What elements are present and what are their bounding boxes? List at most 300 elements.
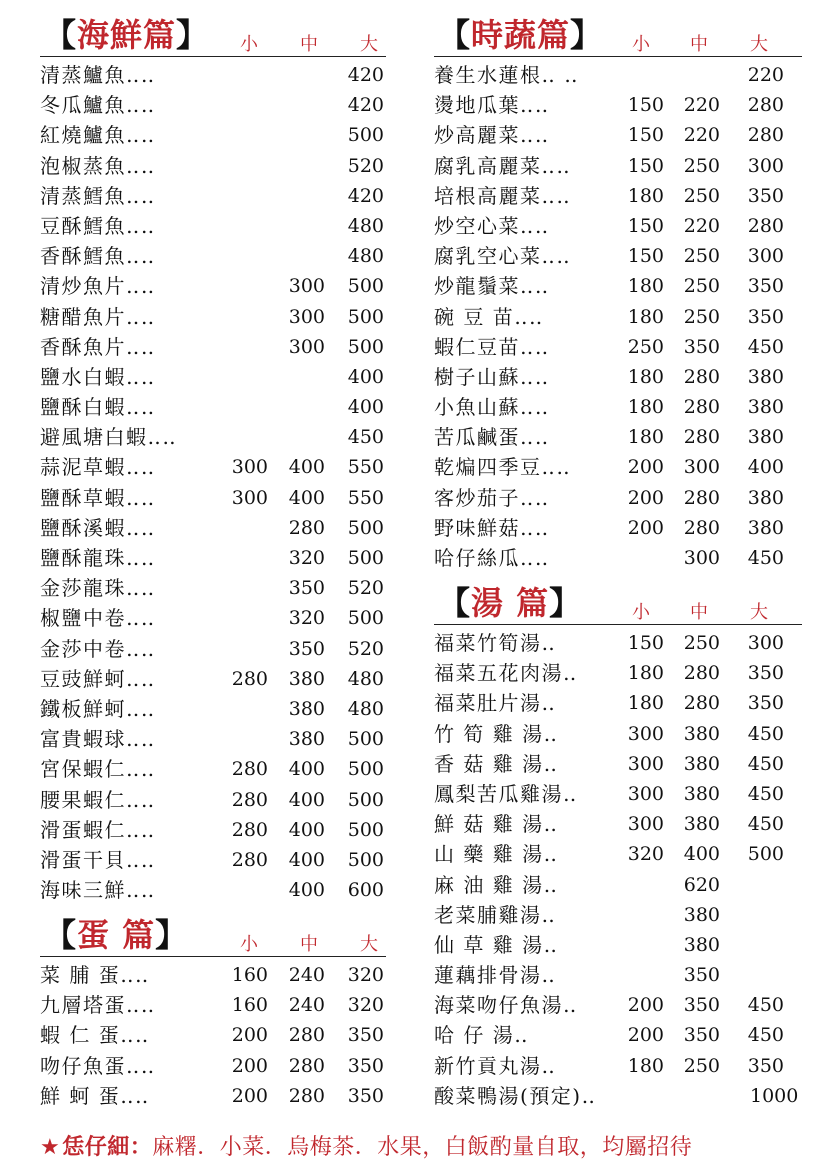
price-large: 500 bbox=[347, 848, 384, 871]
price-medium: 280 bbox=[683, 365, 720, 388]
dish-name: 哈 仔 湯‥ bbox=[434, 1023, 530, 1048]
dish-name: 鹽酥白蝦‥‥ bbox=[40, 395, 156, 420]
veg-header-medium: 中 bbox=[690, 34, 708, 55]
price-small: 300 bbox=[627, 813, 664, 836]
menu-item bbox=[432, 241, 802, 271]
price-medium: 620 bbox=[683, 873, 720, 896]
menu-item bbox=[38, 120, 386, 150]
price-large: 350 bbox=[347, 1084, 384, 1107]
price-small: 280 bbox=[231, 667, 268, 690]
price-large: 480 bbox=[347, 667, 384, 690]
price-small: 300 bbox=[231, 486, 268, 509]
price-large: 350 bbox=[747, 1054, 784, 1077]
price-large: 350 bbox=[747, 275, 784, 298]
price-small: 150 bbox=[627, 94, 664, 117]
price-large: 450 bbox=[747, 1024, 784, 1047]
price-large: 550 bbox=[347, 486, 384, 509]
menu-item bbox=[38, 754, 386, 784]
price-medium: 220 bbox=[683, 94, 720, 117]
dish-name: 九層塔蛋‥‥ bbox=[40, 993, 156, 1018]
dish-name: 豆酥鱈魚‥‥ bbox=[40, 213, 156, 238]
price-large: 300 bbox=[747, 245, 784, 268]
price-small: 160 bbox=[231, 994, 268, 1017]
price-medium: 280 bbox=[683, 486, 720, 509]
price-medium: 400 bbox=[288, 818, 325, 841]
egg-list bbox=[38, 960, 386, 1111]
dish-name: 鳳梨苦瓜雞湯‥ bbox=[434, 781, 578, 806]
price-medium: 280 bbox=[683, 662, 720, 685]
egg-header-large: 大 bbox=[360, 934, 378, 955]
price-medium: 300 bbox=[683, 547, 720, 569]
dish-name: 清蒸鱈魚‥‥ bbox=[40, 183, 156, 208]
menu-item bbox=[38, 513, 386, 543]
price-medium: 380 bbox=[288, 667, 325, 690]
dish-name: 苦瓜鹹蛋‥‥ bbox=[434, 425, 550, 450]
seafood-header-large: 大 bbox=[360, 34, 378, 55]
footer-label: 恁仔細： bbox=[62, 1134, 153, 1160]
dish-name: 宮保蝦仁‥‥ bbox=[40, 757, 156, 782]
price-large: 350 bbox=[747, 692, 784, 715]
menu-item bbox=[38, 960, 386, 990]
dish-name: 福菜五花肉湯‥ bbox=[434, 661, 578, 686]
menu-item bbox=[38, 392, 386, 422]
price-large: 500 bbox=[347, 547, 384, 569]
price-large: 400 bbox=[747, 456, 784, 479]
price-small: 200 bbox=[231, 1084, 268, 1107]
price-small: 280 bbox=[231, 788, 268, 811]
price-medium: 380 bbox=[288, 728, 325, 751]
price-medium: 350 bbox=[683, 1024, 720, 1047]
dish-name: 培根高麗菜‥‥ bbox=[434, 183, 572, 208]
dish-name: 哈仔絲瓜‥‥ bbox=[434, 546, 550, 570]
soup-header-small: 小 bbox=[632, 602, 650, 623]
soup-list bbox=[432, 628, 802, 1111]
dish-name: 樹子山蘇‥‥ bbox=[434, 364, 550, 389]
price-small: 180 bbox=[627, 396, 664, 419]
menu-item bbox=[38, 211, 386, 241]
star-icon: ★ bbox=[40, 1135, 61, 1160]
price-small: 200 bbox=[627, 486, 664, 509]
menu-item bbox=[38, 573, 386, 603]
egg-header bbox=[38, 908, 386, 958]
menu-item bbox=[38, 90, 386, 120]
soup-header-large: 大 bbox=[750, 602, 768, 623]
dish-name: 客炒茄子‥‥ bbox=[434, 485, 550, 510]
price-large: 420 bbox=[347, 184, 384, 207]
price-large: 520 bbox=[347, 637, 384, 660]
price-small: 180 bbox=[627, 305, 664, 328]
menu-item bbox=[38, 1051, 386, 1081]
price-medium: 250 bbox=[683, 154, 720, 177]
soup-title-text: 湯 篇 bbox=[471, 584, 550, 622]
price-medium: 380 bbox=[683, 903, 720, 926]
menu-item bbox=[38, 694, 386, 724]
menu-item bbox=[432, 483, 802, 513]
price-large: 520 bbox=[347, 154, 384, 177]
dish-name: 碗 豆 苗‥‥ bbox=[434, 304, 544, 329]
price-large: 500 bbox=[347, 758, 384, 781]
price-medium: 250 bbox=[683, 632, 720, 654]
menu-item bbox=[432, 930, 802, 960]
dish-name: 海味三鮮‥‥ bbox=[40, 878, 156, 903]
price-large: 520 bbox=[347, 577, 384, 600]
menu-item bbox=[432, 960, 802, 990]
seafood-section bbox=[38, 8, 386, 905]
menu-item bbox=[432, 332, 802, 362]
dish-name: 滑蛋干貝‥‥ bbox=[40, 847, 156, 872]
price-medium: 350 bbox=[288, 577, 325, 600]
menu-item bbox=[432, 990, 802, 1020]
dish-name: 吻仔魚蛋‥‥ bbox=[40, 1053, 156, 1078]
menu-item bbox=[38, 302, 386, 332]
price-medium: 250 bbox=[683, 184, 720, 207]
price-large: 350 bbox=[347, 1054, 384, 1077]
menu-item bbox=[38, 483, 386, 513]
menu-item bbox=[432, 302, 802, 332]
dish-name: 炒空心菜‥‥ bbox=[434, 213, 550, 238]
price-small: 280 bbox=[231, 818, 268, 841]
footer-note bbox=[40, 1130, 692, 1161]
price-large: 500 bbox=[347, 275, 384, 298]
price-large: 480 bbox=[347, 214, 384, 237]
dish-name: 滑蛋蝦仁‥‥ bbox=[40, 817, 156, 842]
price-small: 180 bbox=[627, 275, 664, 298]
veg-header-large: 大 bbox=[750, 34, 768, 55]
egg-title: 【蛋 篇】 bbox=[44, 916, 189, 954]
price-large: 400 bbox=[347, 365, 384, 388]
price-medium: 220 bbox=[683, 124, 720, 147]
soup-title: 【湯 篇】 bbox=[438, 584, 583, 622]
menu-item bbox=[432, 870, 802, 900]
dish-name: 香酥鱈魚‥‥ bbox=[40, 244, 156, 269]
price-medium: 400 bbox=[288, 848, 325, 871]
menu-item bbox=[38, 724, 386, 754]
menu-item bbox=[432, 628, 802, 658]
dish-name: 酸菜鴨湯(預定)‥ bbox=[434, 1083, 597, 1108]
price-large: 420 bbox=[347, 64, 384, 86]
veg-divider bbox=[434, 56, 802, 57]
dish-name: 野味鮮菇‥‥ bbox=[434, 515, 550, 540]
dish-name: 富貴蝦球‥‥ bbox=[40, 727, 156, 752]
price-large: 500 bbox=[347, 818, 384, 841]
veg-list bbox=[432, 60, 802, 573]
price-small: 180 bbox=[627, 662, 664, 685]
price-small: 300 bbox=[231, 456, 268, 479]
egg-divider bbox=[40, 956, 386, 957]
price-large: 380 bbox=[747, 365, 784, 388]
price-medium: 280 bbox=[683, 426, 720, 449]
price-large: 350 bbox=[747, 184, 784, 207]
price-medium: 320 bbox=[288, 547, 325, 569]
price-small: 280 bbox=[231, 848, 268, 871]
menu-item bbox=[432, 151, 802, 181]
menu-item bbox=[38, 181, 386, 211]
dish-name: 冬瓜鱸魚‥‥ bbox=[40, 93, 156, 118]
price-small: 150 bbox=[627, 632, 664, 654]
price-large: 450 bbox=[747, 994, 784, 1017]
price-medium: 350 bbox=[683, 964, 720, 987]
dish-name: 蝦 仁 蛋‥‥ bbox=[40, 1023, 150, 1048]
dish-name: 仙 草 雞 湯‥ bbox=[434, 932, 559, 957]
price-large: 450 bbox=[347, 426, 384, 449]
price-medium: 380 bbox=[683, 752, 720, 775]
menu-item bbox=[38, 875, 386, 905]
price-large: 600 bbox=[347, 879, 384, 902]
price-large: 500 bbox=[347, 516, 384, 539]
price-medium: 400 bbox=[288, 758, 325, 781]
dish-name: 麻 油 雞 湯‥ bbox=[434, 872, 559, 897]
dish-name: 老菜脯雞湯‥ bbox=[434, 902, 557, 927]
price-medium: 280 bbox=[683, 396, 720, 419]
dish-name: 乾煸四季豆‥‥ bbox=[434, 455, 572, 480]
price-medium: 240 bbox=[288, 964, 325, 986]
price-large: 450 bbox=[747, 722, 784, 745]
veg-title-text: 時蔬篇 bbox=[471, 16, 571, 54]
price-medium: 300 bbox=[683, 456, 720, 479]
price-small: 180 bbox=[627, 184, 664, 207]
menu-item bbox=[38, 1081, 386, 1111]
price-medium: 350 bbox=[288, 637, 325, 660]
price-large: 500 bbox=[747, 843, 784, 866]
menu-item bbox=[432, 658, 802, 688]
dish-name: 燙地瓜葉‥‥ bbox=[434, 93, 550, 118]
dish-name: 鹽酥草蝦‥‥ bbox=[40, 485, 156, 510]
price-large: 420 bbox=[347, 94, 384, 117]
menu-item bbox=[432, 452, 802, 482]
dish-name: 蒜泥草蝦‥‥ bbox=[40, 455, 156, 480]
menu-item bbox=[432, 543, 802, 573]
dish-name: 福菜肚片湯‥ bbox=[434, 691, 557, 716]
dish-name: 金莎龍珠‥‥ bbox=[40, 576, 156, 601]
price-medium: 380 bbox=[288, 697, 325, 720]
menu-item bbox=[38, 60, 386, 90]
dish-name: 蓮藕排骨湯‥ bbox=[434, 963, 557, 988]
price-medium: 300 bbox=[288, 335, 325, 358]
dish-name: 新竹貢丸湯‥ bbox=[434, 1053, 557, 1078]
dish-name: 炒高麗菜‥‥ bbox=[434, 123, 550, 148]
price-large: 350 bbox=[747, 305, 784, 328]
price-medium: 300 bbox=[288, 275, 325, 298]
menu-item bbox=[432, 90, 802, 120]
price-large: 500 bbox=[347, 335, 384, 358]
price-small: 280 bbox=[231, 758, 268, 781]
menu-item bbox=[432, 271, 802, 301]
price-medium: 240 bbox=[288, 994, 325, 1017]
dish-name: 糖醋魚片‥‥ bbox=[40, 304, 156, 329]
price-medium: 250 bbox=[683, 305, 720, 328]
menu-item bbox=[38, 332, 386, 362]
dish-name: 鮮 蚵 蛋‥‥ bbox=[40, 1083, 150, 1108]
dish-name: 椒鹽中卷‥‥ bbox=[40, 606, 156, 631]
price-medium: 280 bbox=[683, 692, 720, 715]
price-medium: 280 bbox=[288, 1054, 325, 1077]
price-medium: 350 bbox=[683, 994, 720, 1017]
price-large: 320 bbox=[347, 964, 384, 986]
price-medium: 400 bbox=[288, 879, 325, 902]
seafood-divider bbox=[40, 56, 386, 57]
menu-item bbox=[432, 211, 802, 241]
menu-item bbox=[38, 151, 386, 181]
price-large: 400 bbox=[347, 396, 384, 419]
dish-name: 鹽水白蝦‥‥ bbox=[40, 364, 156, 389]
price-medium: 280 bbox=[288, 1024, 325, 1047]
price-medium: 400 bbox=[288, 486, 325, 509]
price-large: 480 bbox=[347, 245, 384, 268]
price-large: 500 bbox=[347, 305, 384, 328]
price-large: 450 bbox=[747, 782, 784, 805]
price-large: 280 bbox=[747, 124, 784, 147]
price-small: 200 bbox=[627, 994, 664, 1017]
egg-title-text: 蛋 篇 bbox=[77, 916, 156, 954]
price-medium: 250 bbox=[683, 275, 720, 298]
price-small: 160 bbox=[231, 964, 268, 986]
price-large: 220 bbox=[747, 64, 784, 86]
price-large: 500 bbox=[347, 788, 384, 811]
price-small: 300 bbox=[627, 752, 664, 775]
price-small: 150 bbox=[627, 124, 664, 147]
veg-header bbox=[432, 8, 802, 58]
price-small: 250 bbox=[627, 335, 664, 358]
price-large: 500 bbox=[347, 124, 384, 147]
price-large: 380 bbox=[747, 486, 784, 509]
egg-section bbox=[38, 908, 386, 1111]
dish-name: 豆豉鮮蚵‥‥ bbox=[40, 666, 156, 691]
soup-header bbox=[432, 576, 802, 626]
dish-name: 竹 筍 雞 湯‥ bbox=[434, 721, 559, 746]
dish-name: 泡椒蒸魚‥‥ bbox=[40, 153, 156, 178]
menu-item bbox=[38, 362, 386, 392]
menu-item bbox=[432, 719, 802, 749]
price-large: 450 bbox=[747, 547, 784, 569]
price-medium: 350 bbox=[683, 335, 720, 358]
footer-text: 麻糬．小菜．烏梅茶．水果，白飯酌量自取，均屬招待 bbox=[152, 1135, 693, 1160]
price-small: 200 bbox=[627, 456, 664, 479]
price-large: 280 bbox=[747, 214, 784, 237]
price-large: 500 bbox=[347, 607, 384, 630]
price-small: 300 bbox=[627, 782, 664, 805]
dish-name: 金莎中卷‥‥ bbox=[40, 636, 156, 661]
menu-item bbox=[38, 452, 386, 482]
menu-item bbox=[38, 603, 386, 633]
price-large: 350 bbox=[747, 662, 784, 685]
seafood-header-small: 小 bbox=[240, 34, 258, 55]
price-large: 1000 bbox=[750, 1084, 799, 1107]
menu-item bbox=[432, 120, 802, 150]
menu-item bbox=[432, 422, 802, 452]
menu-item bbox=[432, 1081, 802, 1111]
dish-name: 炒龍鬚菜‥‥ bbox=[434, 274, 550, 299]
egg-header-small: 小 bbox=[240, 934, 258, 955]
menu-item bbox=[432, 749, 802, 779]
dish-name: 鮮 菇 雞 湯‥ bbox=[434, 812, 559, 837]
dish-name: 小魚山蘇‥‥ bbox=[434, 395, 550, 420]
price-small: 150 bbox=[627, 245, 664, 268]
dish-name: 腰果蝦仁‥‥ bbox=[40, 787, 156, 812]
price-small: 150 bbox=[627, 214, 664, 237]
menu-item bbox=[432, 688, 802, 718]
dish-name: 福菜竹筍湯‥ bbox=[434, 631, 557, 655]
seafood-header bbox=[38, 8, 386, 58]
price-large: 350 bbox=[347, 1024, 384, 1047]
price-medium: 400 bbox=[683, 843, 720, 866]
menu-item bbox=[38, 422, 386, 452]
dish-name: 腐乳高麗菜‥‥ bbox=[434, 153, 572, 178]
price-large: 380 bbox=[747, 516, 784, 539]
price-large: 320 bbox=[347, 994, 384, 1017]
price-medium: 300 bbox=[288, 305, 325, 328]
menu-item bbox=[432, 60, 802, 90]
price-large: 450 bbox=[747, 335, 784, 358]
dish-name: 香 菇 雞 湯‥ bbox=[434, 751, 559, 776]
menu-item bbox=[38, 664, 386, 694]
menu-item bbox=[38, 990, 386, 1020]
dish-name: 避風塘白蝦‥‥ bbox=[40, 425, 178, 450]
price-small: 200 bbox=[231, 1054, 268, 1077]
dish-name: 紅燒鱸魚‥‥ bbox=[40, 123, 156, 148]
menu-item bbox=[38, 271, 386, 301]
dish-name: 海菜吻仔魚湯‥ bbox=[434, 993, 578, 1018]
menu-item bbox=[432, 392, 802, 422]
price-large: 280 bbox=[747, 94, 784, 117]
dish-name: 鐵板鮮蚵‥‥ bbox=[40, 696, 156, 721]
price-small: 150 bbox=[627, 154, 664, 177]
dish-name: 腐乳空心菜‥‥ bbox=[434, 244, 572, 269]
menu-item bbox=[432, 809, 802, 839]
dish-name: 蝦仁豆苗‥‥ bbox=[434, 334, 550, 359]
dish-name: 清蒸鱸魚‥‥ bbox=[40, 63, 156, 87]
menu-item bbox=[38, 543, 386, 573]
price-medium: 250 bbox=[683, 1054, 720, 1077]
price-large: 500 bbox=[347, 728, 384, 751]
price-medium: 280 bbox=[288, 516, 325, 539]
price-small: 320 bbox=[627, 843, 664, 866]
menu-item bbox=[38, 1020, 386, 1050]
price-small: 180 bbox=[627, 365, 664, 388]
dish-name: 香酥魚片‥‥ bbox=[40, 334, 156, 359]
price-medium: 400 bbox=[288, 788, 325, 811]
price-large: 300 bbox=[747, 632, 784, 654]
veg-header-small: 小 bbox=[632, 34, 650, 55]
price-medium: 380 bbox=[683, 813, 720, 836]
dish-name: 清炒魚片‥‥ bbox=[40, 274, 156, 299]
dish-name: 山 藥 雞 湯‥ bbox=[434, 842, 559, 867]
price-medium: 380 bbox=[683, 722, 720, 745]
price-small: 180 bbox=[627, 692, 664, 715]
price-small: 200 bbox=[627, 516, 664, 539]
price-large: 380 bbox=[747, 426, 784, 449]
veg-title: 【時蔬篇】 bbox=[438, 16, 604, 54]
price-medium: 380 bbox=[683, 782, 720, 805]
dish-name: 菜 脯 蛋‥‥ bbox=[40, 963, 150, 987]
price-large: 380 bbox=[747, 396, 784, 419]
price-medium: 220 bbox=[683, 214, 720, 237]
price-small: 180 bbox=[627, 426, 664, 449]
price-large: 450 bbox=[747, 752, 784, 775]
menu-item bbox=[38, 634, 386, 664]
menu-item bbox=[432, 362, 802, 392]
soup-divider bbox=[434, 624, 802, 625]
dish-name: 養生水蓮根‥ ‥ bbox=[434, 63, 580, 87]
price-medium: 320 bbox=[288, 607, 325, 630]
price-medium: 280 bbox=[288, 1084, 325, 1107]
menu-item bbox=[38, 845, 386, 875]
price-small: 300 bbox=[627, 722, 664, 745]
menu-item bbox=[432, 779, 802, 809]
price-large: 550 bbox=[347, 456, 384, 479]
egg-header-medium: 中 bbox=[300, 934, 318, 955]
price-small: 180 bbox=[627, 1054, 664, 1077]
price-large: 480 bbox=[347, 697, 384, 720]
